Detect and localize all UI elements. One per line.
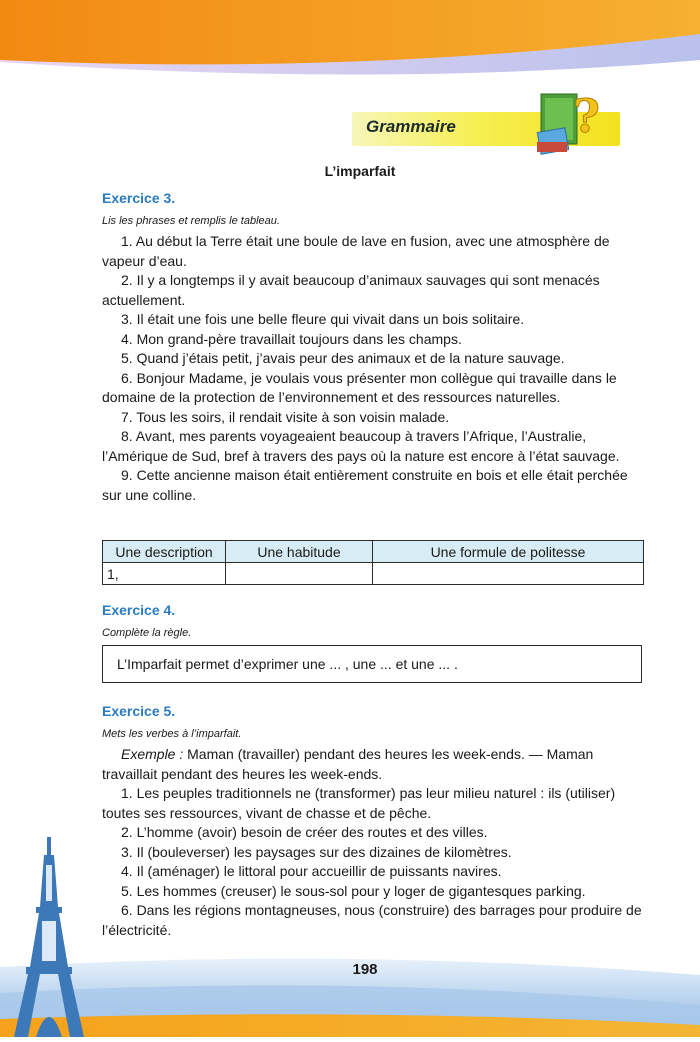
classification-table-wrapper bbox=[102, 540, 650, 585]
exercise-3-item-2: 2. Il y a longtemps il y avait beaucoup d’animaux sauvages qui sont menacés actuellement. bbox=[102, 272, 600, 308]
table-header-description: Une description bbox=[103, 541, 226, 563]
eiffel-tower-icon bbox=[14, 837, 84, 1037]
exercise-5-item-2: 2. L’homme (avoir) besoin de créer des routes et des villes. bbox=[121, 824, 488, 840]
exercise-3-item-8: 8. Avant, mes parents voyageaient beaucoup à travers l’Afrique, l’Australie, l’Amérique de Sud, bref à travers des pays où la nature est encore à l’état sauvage. bbox=[102, 428, 620, 464]
exercise-3-instruction: Lis les phrases et remplis le tableau. bbox=[102, 215, 280, 227]
bottom-decorative-band bbox=[0, 927, 700, 1037]
exercise-4 bbox=[102, 602, 650, 683]
classification-table bbox=[102, 540, 644, 585]
book-question-icon bbox=[535, 84, 607, 158]
exercise-3-item-7: 7. Tous les soirs, il rendait visite à son voisin malade. bbox=[121, 408, 450, 425]
exercise-5-item-4: 4. Il (aménager) le littoral pour accueillir de puissants navires. bbox=[121, 863, 502, 879]
exercise-3-item-4: 4. Mon grand-père travaillait toujours dans les champs. bbox=[121, 330, 462, 347]
exercise-3-item-5: 5. Quand j’étais petit, j’avais peur des animaux et de la nature sauvage. bbox=[121, 350, 565, 366]
page-title: L’imparfait bbox=[324, 163, 396, 179]
table-row bbox=[103, 563, 644, 585]
table-header-habit: Une habitude bbox=[226, 541, 373, 563]
example-label: Exemple : bbox=[121, 746, 184, 762]
exercise-4-instruction: Complète la règle. bbox=[102, 627, 192, 639]
example-text: Maman (travailler) pendant des heures les week-ends. — Maman travaillait pendant des heures les week-ends. bbox=[102, 746, 594, 782]
page-number: 198 bbox=[352, 961, 378, 978]
exercise-3-title: Exercice 3. bbox=[102, 190, 176, 206]
exercise-5 bbox=[102, 703, 650, 940]
exercise-5-item-3: 3. Il (bouleverser) les paysages sur des dizaines de kilomètres. bbox=[121, 843, 512, 860]
table-cell-politeness[interactable] bbox=[373, 563, 644, 585]
exercise-3-item-6: 6. Bonjour Madame, je voulais vous présenter mon collègue qui travaille dans le domaine de la protection de l’environnement et des ressources naturelles. bbox=[102, 369, 617, 405]
exercise-4-title: Exercice 4. bbox=[102, 602, 176, 618]
table-header-politeness: Une formule de politesse bbox=[373, 541, 644, 563]
exercise-3-item-9: 9. Cette ancienne maison était entièrement construite en bois et elle était perchée sur une colline. bbox=[102, 467, 628, 503]
exercise-5-item-1: 1. Les peuples traditionnels ne (transformer) pas leur milieu naturel : ils (utiliser) toutes ses ressources, vivant de chasse et de pêche. bbox=[102, 785, 616, 821]
exercise-5-item-6: 6. Dans les régions montagneuses, nous (construire) des barrages pour produire de l’électricité. bbox=[102, 902, 642, 938]
exercise-5-item-5: 5. Les hommes (creuser) le sous-sol pour y loger de gigantesques parking. bbox=[121, 882, 586, 899]
section-label: Grammaire bbox=[366, 117, 456, 136]
top-decorative-band bbox=[0, 0, 700, 80]
exercise-5-example bbox=[102, 745, 650, 784]
exercise-3-item-3: 3. Il était une fois une belle fleure qui vivait dans un bois solitaire. bbox=[121, 311, 525, 327]
table-cell-description[interactable]: 1, bbox=[103, 563, 226, 585]
table-cell-habit[interactable] bbox=[226, 563, 373, 585]
exercise-3-item-1: 1. Au début la Terre était une boule de lave en fusion, avec une atmosphère de vapeur d’eau. bbox=[102, 233, 610, 269]
rule-box: L’Imparfait permet d’exprimer une ... , une ... et une ... . bbox=[102, 645, 642, 683]
table-header-row bbox=[103, 541, 644, 563]
exercise-5-instruction: Mets les verbes à l’imparfait. bbox=[102, 728, 242, 740]
exercise-3 bbox=[102, 190, 650, 505]
svg-text:?: ? bbox=[573, 89, 600, 143]
exercise-5-title: Exercice 5. bbox=[102, 703, 176, 719]
